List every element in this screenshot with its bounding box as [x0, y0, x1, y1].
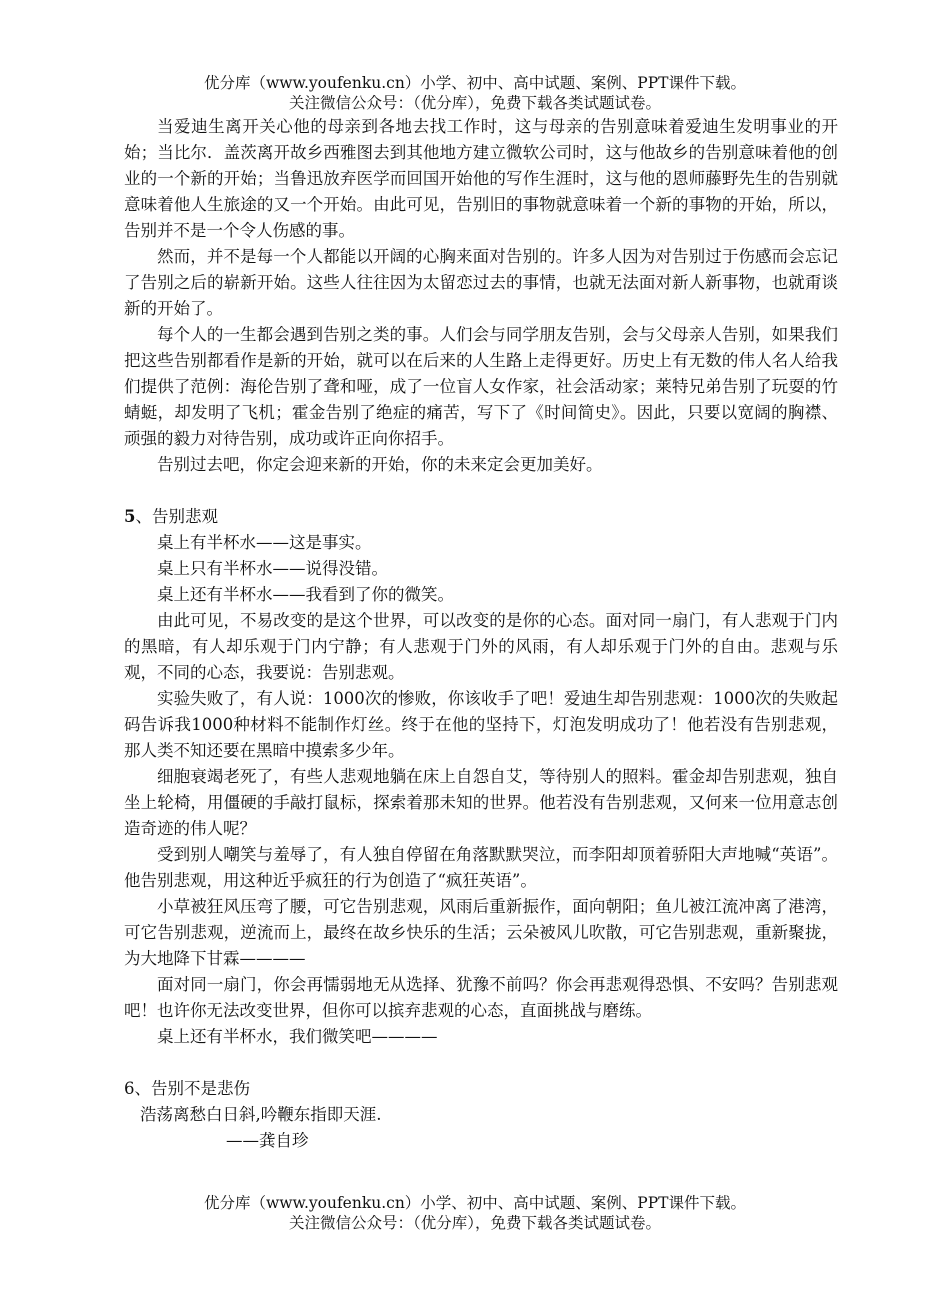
- document-body: [124, 114, 838, 1154]
- paragraph: 实验失败了，有人说：1000次的惨败，你该收手了吧！爱迪生却告别悲观：1000次的失败起码告诉我1000种材料不能制作灯丝。终于在他的坚持下，灯泡发明成功了！他若没有告别悲观，那人类不知还要在黑暗中摸索多少年。: [124, 689, 838, 760]
- footer-line-2: 关注微信公众号：（优分库），免费下载各类试题试卷。: [288, 1214, 661, 1232]
- paragraph: 告别过去吧，你定会迎来新的开始，你的未来定会更加美好。: [157, 455, 603, 474]
- section-heading-6: 6、告别不是悲伤: [124, 1079, 250, 1098]
- paragraph: 小草被狂风压弯了腰，可它告别悲观，风雨后重新振作，面向朝阳；鱼儿被江流冲离了港湾，可它告别悲观，逆流而上，最终在故乡快乐的生活；云朵被风儿吹散，可它告别悲观，重新聚拢，为大地降下甘霖————: [124, 897, 838, 968]
- paragraph: 细胞衰竭老死了，有些人悲观地躺在床上自怨自艾，等待别人的照料。霍金却告别悲观，独自坐上轮椅，用僵硬的手敲打鼠标，探索着那未知的世界。他若没有告别悲观，又何来一位用意志创造奇迹的伟人呢？: [124, 767, 838, 838]
- header-line-1: 优分库（www.youfenku.cn）小学、初中、高中试题、案例、PPT课件下载。: [203, 74, 747, 92]
- paragraph: 面对同一扇门，你会再懦弱地无从选择、犹豫不前吗？你会再悲观得恐惧、不安吗？告别悲观吧！也许你无法改变世界，但你可以摈弃悲观的心态，直面挑战与磨练。: [124, 975, 838, 1020]
- section-title: 、告别悲观: [135, 507, 218, 526]
- poem-line: 浩荡离愁白日斜,吟鞭东指即天涯.: [140, 1105, 382, 1124]
- paragraph: 桌上还有半杯水——我看到了你的微笑。: [157, 585, 454, 604]
- paragraph: 由此可见，不易改变的是这个世界，可以改变的是你的心态。面对同一扇门，有人悲观于门内的黑暗，有人却乐观于门内宁静；有人悲观于门外的风雨，有人却乐观于门外的自由。悲观与乐观，不同的心态，我要说：告别悲观。: [124, 611, 838, 682]
- paragraph: 桌上还有半杯水，我们微笑吧————: [157, 1027, 438, 1046]
- footer-line-1: 优分库（www.youfenku.cn）小学、初中、高中试题、案例、PPT课件下载。: [203, 1194, 747, 1212]
- section-heading-5: [124, 504, 838, 530]
- poem-author: ——龚自珍: [226, 1131, 309, 1150]
- section-number: 5: [124, 507, 136, 526]
- paragraph: 桌上只有半杯水——说得没错。: [157, 559, 388, 578]
- paragraph: 然而，并不是每一个人都能以开阔的心胸来面对告别的。许多人因为对告别过于伤感而会忘记了告别之后的崭新开始。这些人往往因为太留恋过去的事情，也就无法面对新人新事物，也就甭谈新的开始了。: [124, 247, 838, 318]
- paragraph: 当爱迪生离开关心他的母亲到各地去找工作时，这与母亲的告别意味着爱迪生发明事业的开始；当比尔．盖茨离开故乡西雅图去到其他地方建立微软公司时，这与他故乡的告别意味着他的创业的一个新的开始；当鲁迅放弃医学而回国开始他的写作生涯时，这与他的恩师藤野先生的告别就意味着他人生旅途的又一个开始。由此可见，告别旧的事物就意味着一个新的事物的开始，所以，告别并不是一个令人伤感的事。: [124, 117, 838, 240]
- paragraph: 每个人的一生都会遇到告别之类的事。人们会与同学朋友告别，会与父母亲人告别，如果我们把这些告别都看作是新的开始，就可以在后来的人生路上走得更好。历史上有无数的伟人名人给我们提供了范例：海伦告别了聋和哑，成了一位盲人女作家，社会活动家；莱特兄弟告别了玩耍的竹蜻蜓，却发明了飞机；霍金告别了绝症的痛苦，写下了《时间简史》。因此，只要以宽阔的胸襟、顽强的毅力对待告别，成功或许正向你招手。: [124, 325, 838, 448]
- paragraph: 桌上有半杯水——这是事实。: [157, 533, 372, 552]
- header-line-2: 关注微信公众号：（优分库），免费下载各类试题试卷。: [288, 94, 661, 112]
- paragraph: 受到别人嘲笑与羞辱了，有人独自停留在角落默默哭泣，而李阳却顶着骄阳大声地喊“英语”。他告别悲观，用这种近乎疯狂的行为创造了“疯狂英语”。: [124, 845, 838, 890]
